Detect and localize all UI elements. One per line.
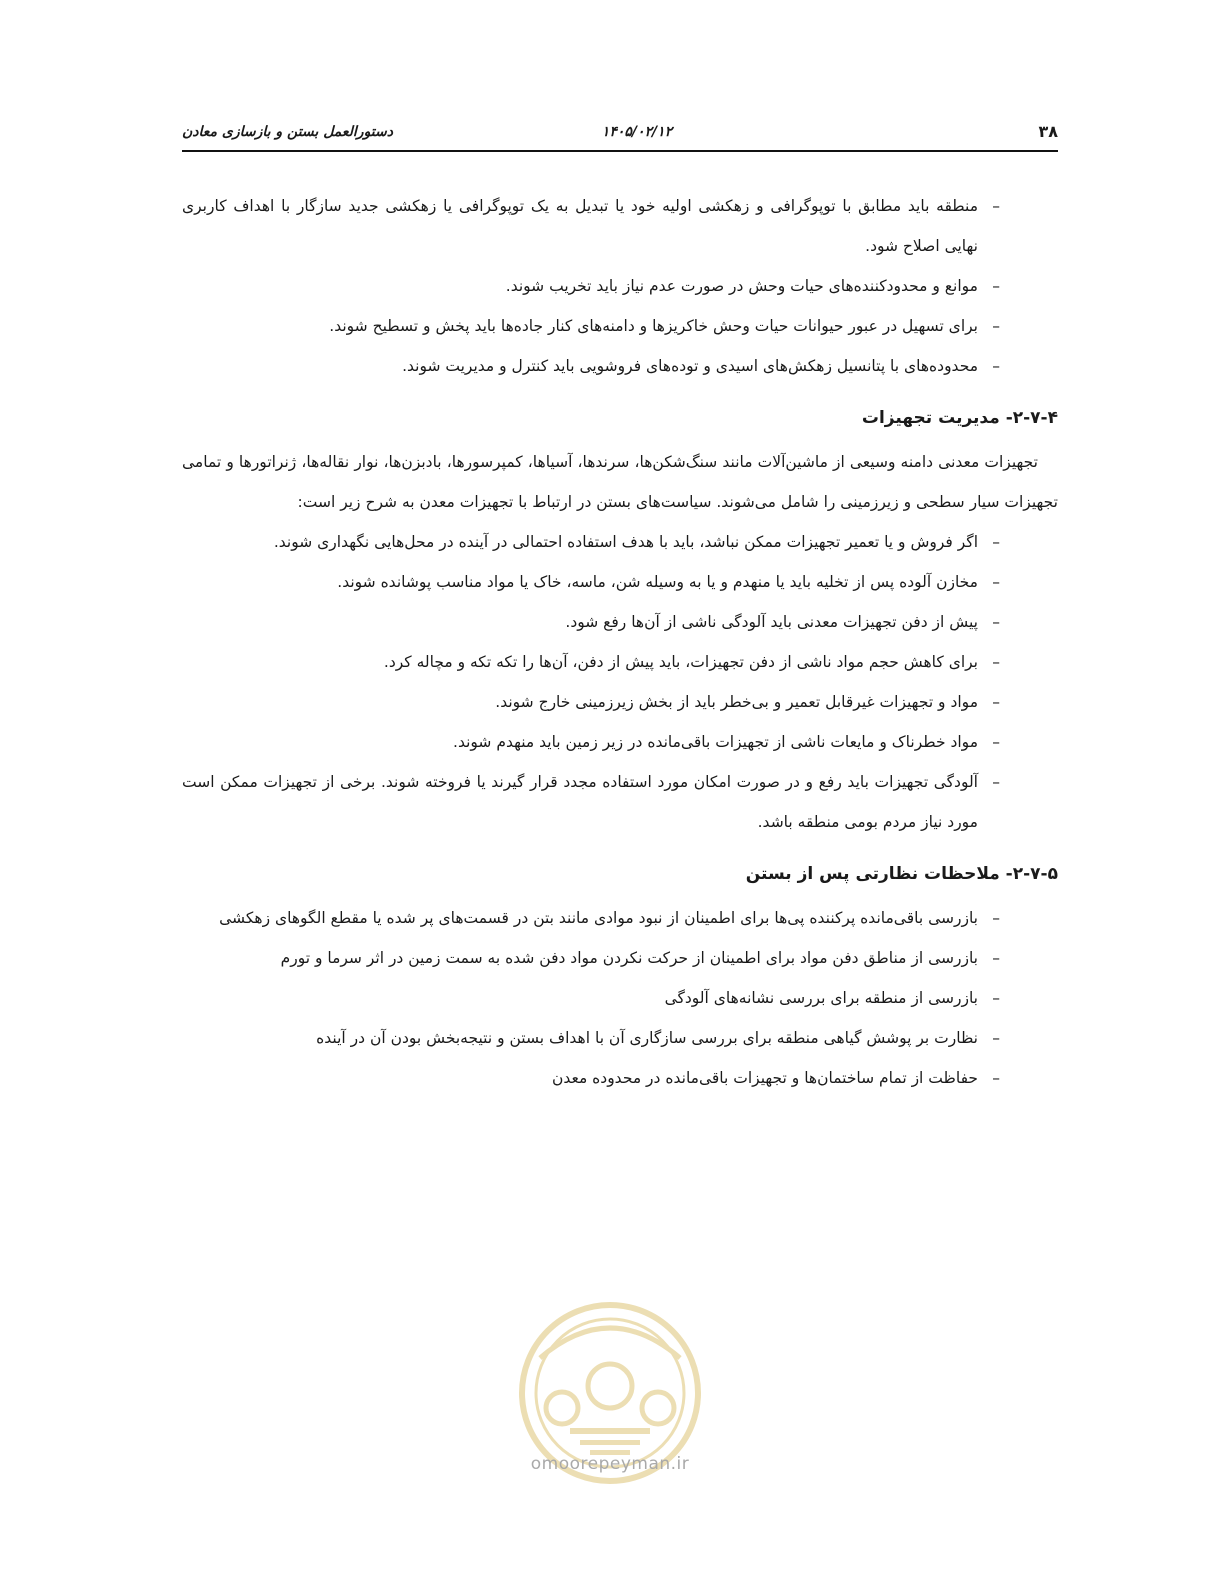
list-item: – پیش از دفن تجهیزات معدنی باید آلودگی ناشی از آن‌ها رفع شود. (182, 602, 1058, 642)
list-item: – نظارت بر پوشش گیاهی منطقه برای بررسی سازگاری آن با اهداف بستن و نتیجه‌بخش بودن آن در آینده (182, 1018, 1058, 1058)
header-date: ۱۴۰۵/۰۲/۱۲ (601, 124, 673, 140)
list-item: – بازرسی از مناطق دفن مواد برای اطمینان از حرکت نکردن مواد دفن شده به سمت زمین در اثر سرما و تورم (182, 938, 1058, 978)
list-item: – بازرسی از منطقه برای بررسی نشانه‌های آلودگی (182, 978, 1058, 1018)
list-item: – حفاظت از تمام ساختمان‌ها و تجهیزات باقی‌مانده در محدوده معدن (182, 1058, 1058, 1098)
section-heading-equipment: ۲-۷-۴- مدیریت تجهیزات (861, 408, 1058, 428)
list-item: – مواد خطرناک و مایعات ناشی از تجهیزات باقی‌مانده در زیر زمین باید منهدم شوند. (182, 722, 1058, 762)
page-header (182, 118, 1058, 148)
page-number: ۳۸ (1038, 122, 1058, 141)
list-item: – اگر فروش و یا تعمیر تجهیزات ممکن نباشد، باید با هدف استفاده احتمالی در آینده در محل‌هایی نگهداری شوند. (182, 522, 1058, 562)
page-body (182, 186, 1058, 1098)
document-title: دستورالعمل بستن و بازسازی معادن (182, 124, 393, 140)
list-item: – موانع و محدودکننده‌های حیات وحش در صورت عدم نیاز باید تخریب شوند. (182, 266, 1058, 306)
list-item: – آلودگی تجهیزات باید رفع و در صورت امکان مورد استفاده مجدد قرار گیرند یا فروخته شوند. برخی از تجهیزات ممکن است مورد نیاز مردم بومی منطقه باشد. (182, 762, 1058, 842)
list-item: – برای کاهش حجم مواد ناشی از دفن تجهیزات، باید پیش از دفن، آن‌ها را تکه تکه و مچاله کرد. (182, 642, 1058, 682)
list-item: – برای تسهیل در عبور حیوانات حیات وحش خاکریزها و دامنه‌های کنار جاده‌ها باید پخش و تسطیح شوند. (182, 306, 1058, 346)
section-heading-monitoring: ۲-۷-۵- ملاحظات نظارتی پس از بستن (745, 864, 1058, 884)
list-item: – محدوده‌های با پتانسیل زهکش‌های اسیدی و توده‌های فروشویی باید کنترل و مدیریت شوند. (182, 346, 1058, 386)
top-bullet-list (182, 186, 1058, 386)
monitoring-bullet-list (182, 898, 1058, 1098)
list-item: – مخازن آلوده پس از تخلیه باید یا منهدم و یا به وسیله شن، ماسه، خاک یا مواد مناسب پوشانده شوند. (182, 562, 1058, 602)
list-item: – بازرسی باقی‌مانده پرکننده پی‌ها برای اطمینان از نبود موادی مانند بتن در قسمت‌های پر شده یا مقطع الگوهای زهکشی (182, 898, 1058, 938)
list-item: – مواد و تجهیزات غیرقابل تعمیر و بی‌خطر باید از بخش زیرزمینی خارج شوند. (182, 682, 1058, 722)
list-item: – منطقه باید مطابق با توپوگرافی و زهکشی اولیه خود یا تبدیل به یک توپوگرافی یا زهکشی جدید سازگار با اهداف کاربری نهایی اصلاح شود. (182, 186, 1058, 266)
equipment-bullet-list (182, 522, 1058, 842)
section-paragraph: تجهیزات معدنی دامنه وسیعی از ماشین‌آلات مانند سنگ‌شکن‌ها، سرندها، آسیاها، کمپرسورها، بادبزن‌ها، نوار نقاله‌ها، ژنراتورها و تمامی تجهیزات سیار سطحی و زیرزمینی را شامل می‌شوند. سیاست‌های بستن در ارتباط با تجهیزات معدن به شرح زیر است: (182, 453, 1058, 511)
header-divider (182, 150, 1058, 152)
watermark-url: omoorepeyman.ir (530, 1454, 690, 1474)
